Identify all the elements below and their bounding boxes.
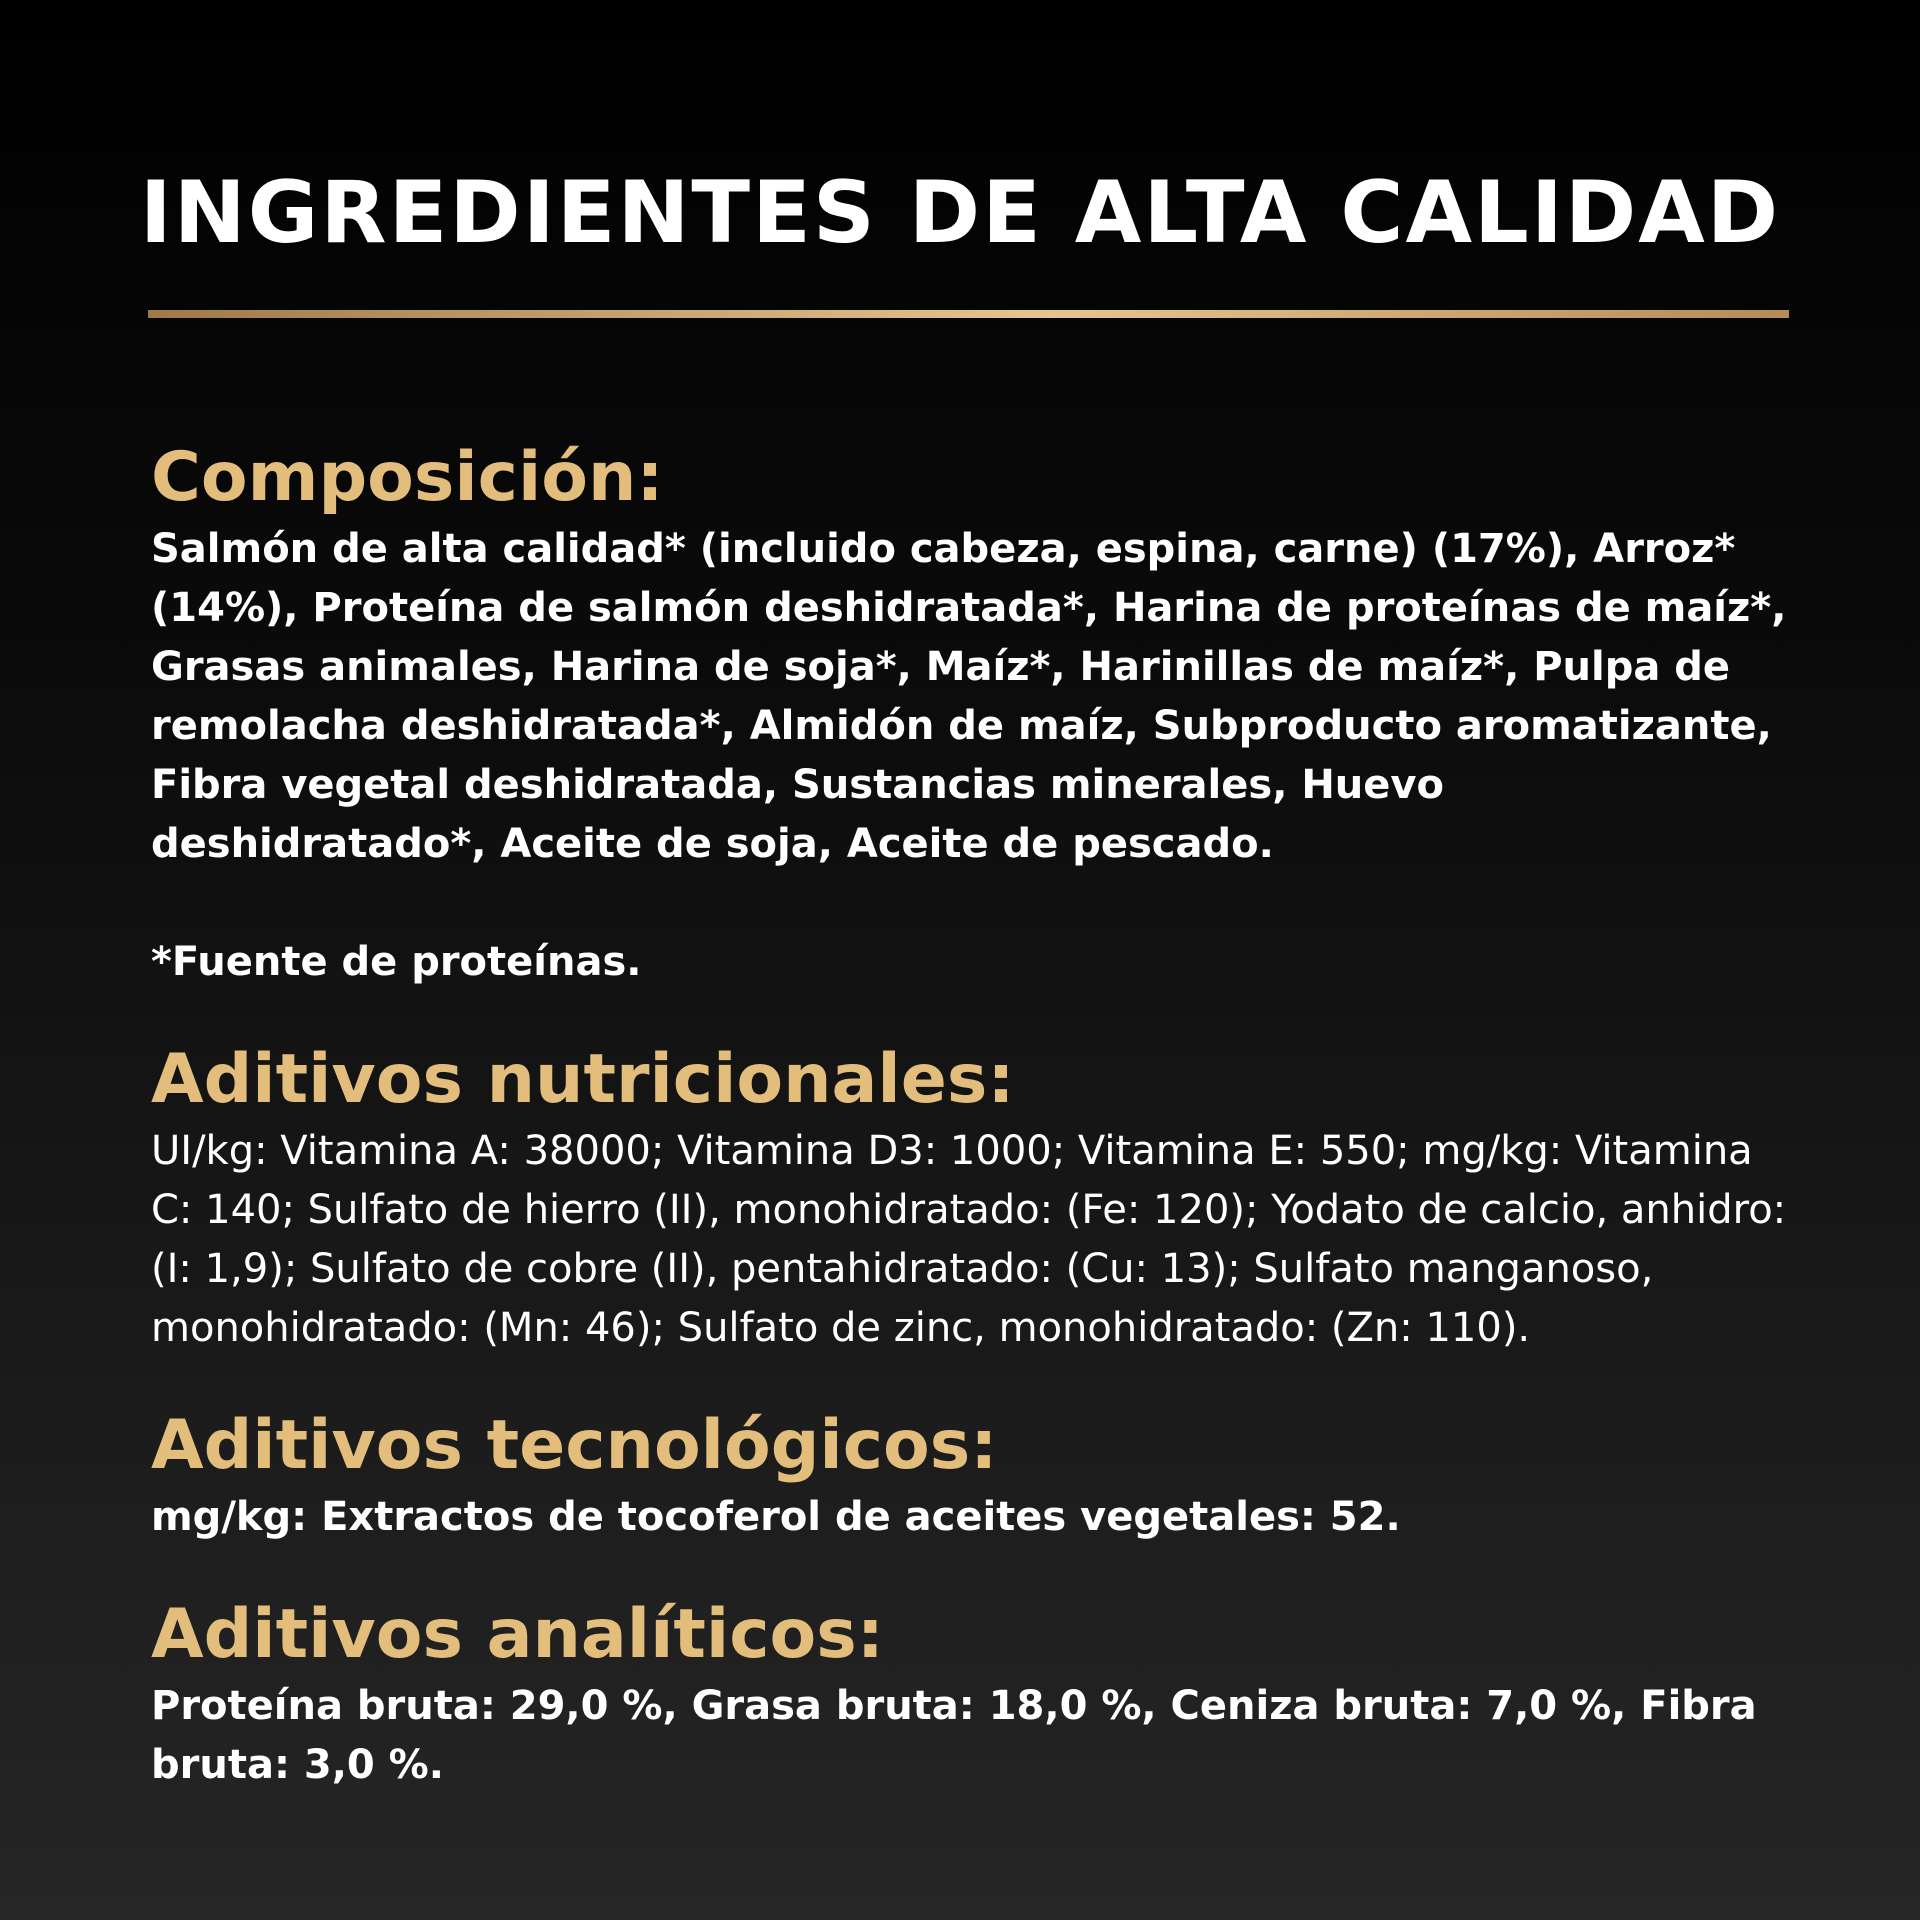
- nutritional-additives-heading: Aditivos nutricionales:: [151, 1040, 1015, 1119]
- gold-divider: [148, 310, 1789, 318]
- nutritional-additives-text: UI/kg: Vitamina A: 38000; Vitamina D3: 1000; Vitamina E: 550; mg/kg: Vitamina C: 140; Sulfato de hierro (II), monohidratado: (Fe: 120); Yodato de calcio, anhidro: (I: 1,9); Sulfato de cobre (II), pentahidratado: (Cu: 13); Sulfato manganoso, monohidratado: (Mn: 46); Sulfato de zinc, monohidratado: (Zn: 110).: [151, 1128, 1787, 1351]
- page-title: INGREDIENTES DE ALTA CALIDAD: [139, 163, 1781, 263]
- composition-text: Salmón de alta calidad* (incluido cabeza, espina, carne) (17%), Arroz* (14%), Proteína de salmón deshidratada*, Harina de proteínas de maíz*, Grasas animales, Harina de soja*, Maíz*, Harinillas de maíz*, Pulpa de remolacha deshidratada*, Almidón de maíz, Subproducto aromatizante, Fibra vegetal deshidratada, Sustancias minerales, Huevo deshidratado*, Aceite de soja, Aceite de pescado.: [151, 526, 1787, 867]
- analytical-additives-heading: Aditivos analíticos:: [151, 1595, 884, 1674]
- nutritional-additives-section: [151, 1038, 1791, 1358]
- analytical-additives-text: Proteína bruta: 29,0 %, Grasa bruta: 18,0 %, Ceniza bruta: 7,0 %, Fibra bruta: 3,0 %.: [151, 1683, 1757, 1788]
- composition-section: [151, 436, 1791, 992]
- technological-additives-section: [151, 1404, 1791, 1547]
- ingredients-content: [151, 436, 1791, 1795]
- analytical-additives-section: [151, 1593, 1791, 1795]
- technological-additives-text: mg/kg: Extractos de tocoferol de aceites vegetales: 52.: [151, 1494, 1401, 1540]
- technological-additives-heading: Aditivos tecnológicos:: [151, 1406, 998, 1485]
- composition-heading: Composición:: [151, 438, 664, 517]
- protein-source-note: *Fuente de proteínas.: [151, 939, 642, 985]
